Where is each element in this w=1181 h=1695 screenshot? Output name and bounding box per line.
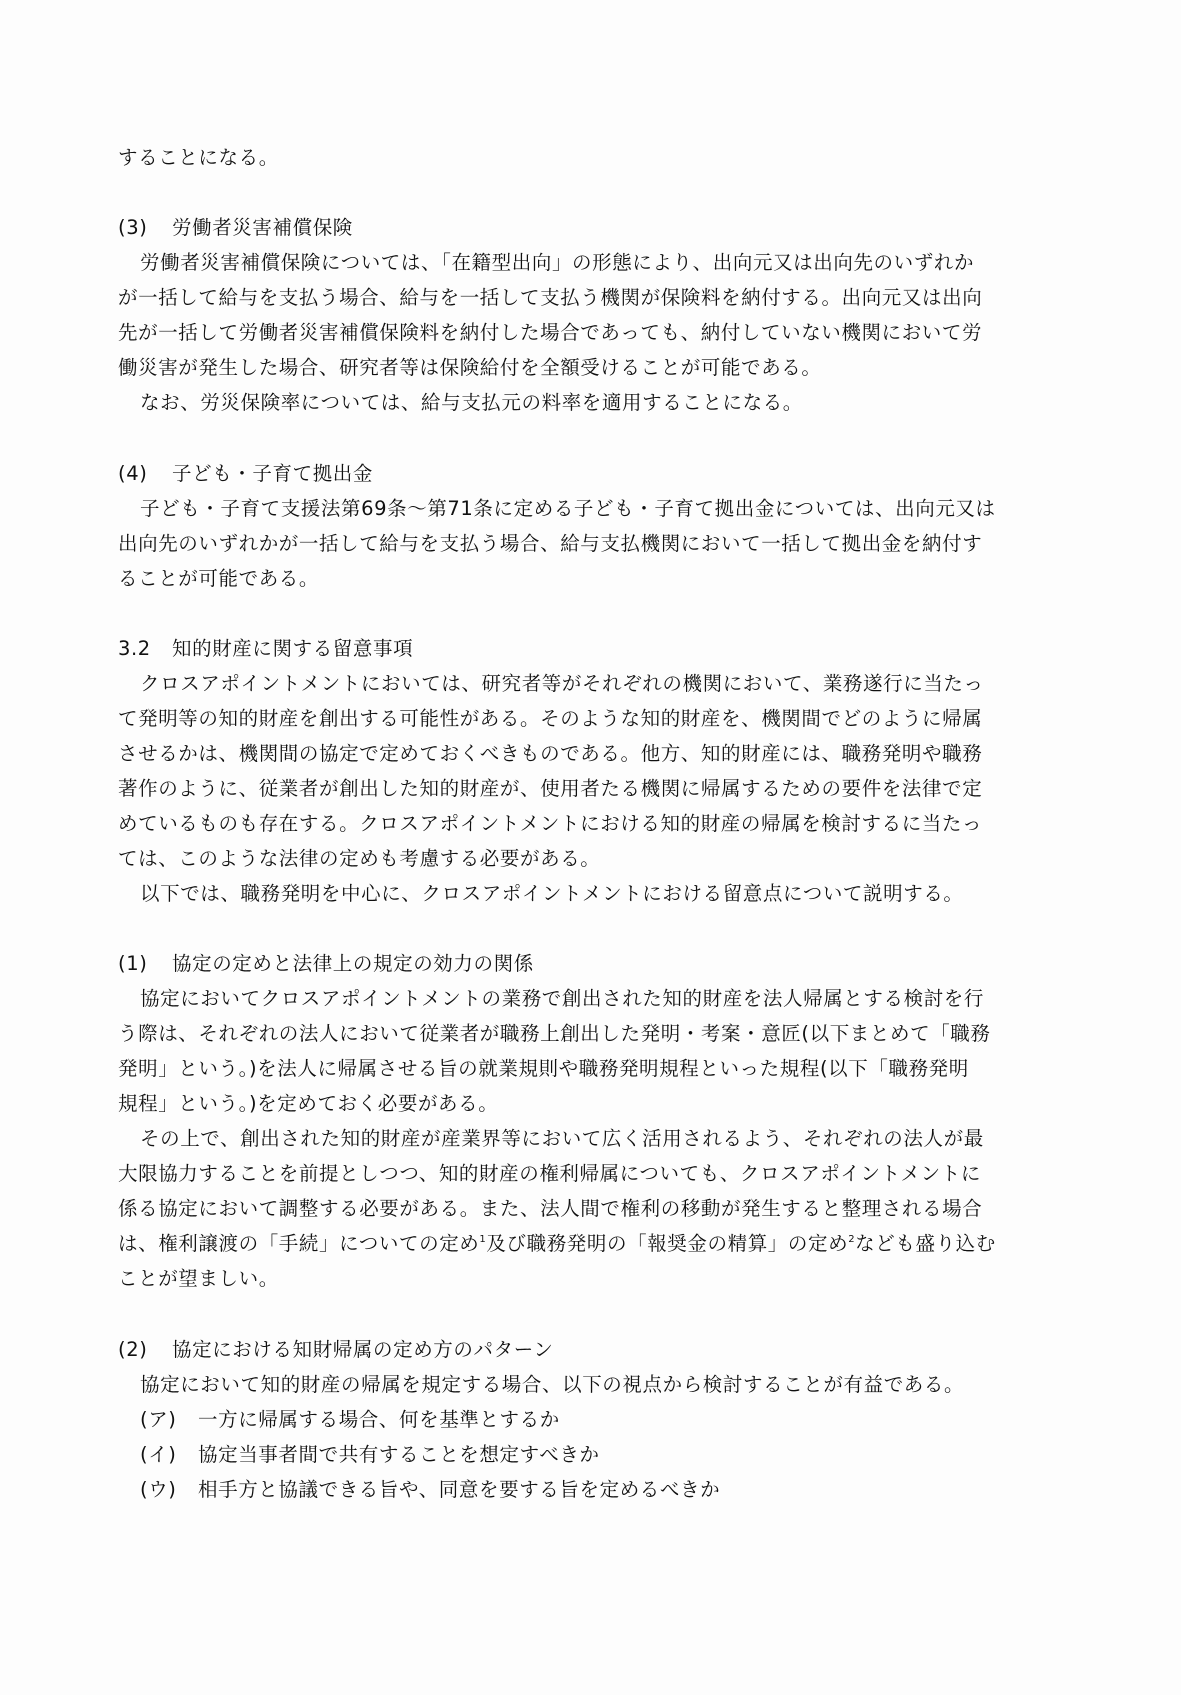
list-item-text: 協定当事者間で共有することを想定すべきか xyxy=(198,1443,600,1466)
list-item-label: (ア) xyxy=(140,1408,177,1431)
section-title: 知的財産に関する留意事項 xyxy=(172,637,414,660)
list-item-label: (ウ) xyxy=(140,1478,177,1501)
section-number: (3) xyxy=(118,216,148,239)
section-1-heading xyxy=(118,952,534,976)
paragraph-line: させるかは、機関間の協定で定めておくべきものである。他方、知的財産には、職務発明や職務 xyxy=(118,742,983,765)
paragraph-line: 規程」という。)を定めておく必要がある。 xyxy=(118,1092,499,1115)
section-title: 協定の定めと法律上の規定の効力の関係 xyxy=(172,952,534,975)
list-item xyxy=(140,1443,600,1467)
section-number: (1) xyxy=(118,952,148,975)
paragraph-line: 大限協力することを前提としつつ、知的財産の権利帰属についても、クロスアポイントメントに xyxy=(118,1162,981,1185)
paragraph-line: なお、労災保険率については、給与支払元の料率を適用することになる。 xyxy=(140,391,803,414)
section-title: 協定における知財帰属の定め方のパターン xyxy=(172,1338,554,1361)
paragraph-line: 協定において知的財産の帰属を規定する場合、以下の視点から検討することが有益である。 xyxy=(140,1373,965,1396)
list-item xyxy=(140,1408,560,1432)
paragraph-line-with-footnotes xyxy=(118,1232,996,1256)
text-segment: 及び職務発明の「報奨金の精算」の定め xyxy=(486,1232,849,1255)
paragraph-line: 子ども・子育て支援法第69条～第71条に定める子ども・子育て拠出金については、出向元又は xyxy=(140,497,996,520)
list-item-text: 相手方と協議できる旨や、同意を要する旨を定めるべきか xyxy=(198,1478,721,1501)
footnote-ref-2[interactable]: 2 xyxy=(848,1234,856,1245)
section-4-heading xyxy=(118,462,373,486)
paragraph-line: 係る協定において調整する必要がある。また、法人間で権利の移動が発生すると整理される場合 xyxy=(118,1197,983,1220)
list-item-label: (イ) xyxy=(140,1443,177,1466)
list-item-text: 一方に帰属する場合、何を基準とするか xyxy=(198,1408,560,1431)
paragraph-line: て発明等の知的財産を創出する可能性がある。そのような知的財産を、機関間でどのように帰属 xyxy=(118,707,983,730)
section-2-heading xyxy=(118,1338,554,1362)
paragraph-line: ことが望ましい。 xyxy=(118,1267,279,1290)
paragraph-line: が一括して給与を支払う場合、給与を一括して支払う機関が保険料を納付する。出向元又は出向 xyxy=(118,286,983,309)
footnote-ref-1[interactable]: 1 xyxy=(479,1234,487,1245)
paragraph-line: クロスアポイントメントにおいては、研究者等がそれぞれの機関において、業務遂行に当たっ xyxy=(140,672,984,695)
paragraph-line: 先が一括して労働者災害補償保険料を納付した場合であっても、納付していない機関において労 xyxy=(118,321,983,344)
paragraph-line: 出向先のいずれかが一括して給与を支払う場合、給与支払機関において一括して拠出金を納付す xyxy=(118,532,983,555)
paragraph-line: ては、このような法律の定めも考慮する必要がある。 xyxy=(118,847,601,870)
text-segment: は、権利譲渡の「手続」についての定め xyxy=(118,1232,480,1255)
intro-line: することになる。 xyxy=(118,146,279,169)
section-title: 労働者災害補償保険 xyxy=(172,216,353,239)
paragraph-line: めているものも存在する。クロスアポイントメントにおける知的財産の帰属を検討するに当たっ xyxy=(118,812,983,835)
paragraph-line: その上で、創出された知的財産が産業界等において広く活用されるよう、それぞれの法人が最 xyxy=(140,1127,984,1150)
paragraph-line: ることが可能である。 xyxy=(118,567,320,590)
section-3-2-heading xyxy=(118,637,413,661)
section-title: 子ども・子育て拠出金 xyxy=(172,462,374,485)
section-number: (2) xyxy=(118,1338,148,1361)
section-3-heading xyxy=(118,216,353,240)
list-item xyxy=(140,1478,720,1502)
section-number: 3.2 xyxy=(118,637,151,660)
paragraph-line: 以下では、職務発明を中心に、クロスアポイントメントにおける留意点について説明する。 xyxy=(140,882,964,905)
text-segment: なども盛り込む xyxy=(855,1232,996,1255)
paragraph-line: 労働者災害補償保険については、「在籍型出向」の形態により、出向元又は出向先のいずれか xyxy=(140,251,975,274)
paragraph-line: 協定においてクロスアポイントメントの業務で創出された知的財産を法人帰属とする検討を行 xyxy=(140,987,985,1010)
paragraph-line: う際は、それぞれの法人において従業者が職務上創出した発明・考案・意匠(以下まとめて「職務 xyxy=(118,1022,991,1045)
paragraph-line: 働災害が発生した場合、研究者等は保険給付を全額受けることが可能である。 xyxy=(118,356,822,379)
paragraph-line: 発明」という。)を法人に帰属させる旨の就業規則や職務発明規程といった規程(以下「職務発明 xyxy=(118,1057,969,1080)
section-number: (4) xyxy=(118,462,148,485)
paragraph-line: 著作のように、従業者が創出した知的財産が、使用者たる機関に帰属するための要件を法律で定 xyxy=(118,777,983,800)
